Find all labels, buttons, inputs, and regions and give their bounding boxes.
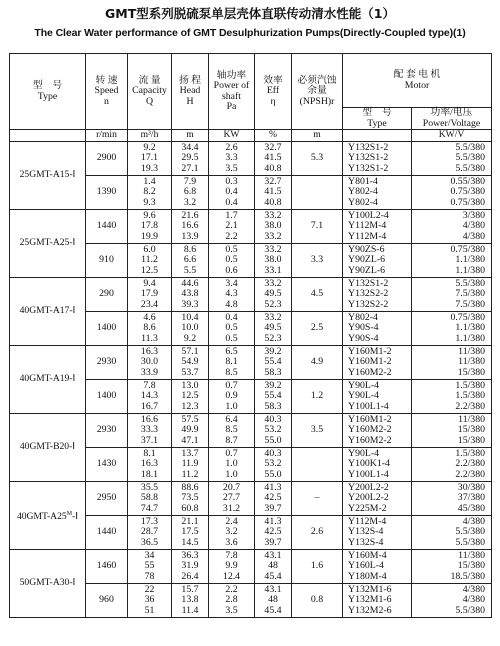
capacity-values: 7.8 14.3 16.7 [128,380,172,414]
head-values: 34.4 29.5 27.1 [172,142,209,176]
efficiency-values: 32.7 41.5 40.8 [255,142,292,176]
header-power-voltage: 功率/电压 Power/Voltage [412,108,492,130]
head-values: 44.6 43.8 39.3 [172,278,209,312]
npsh-value: 1.6 [292,550,343,584]
power-voltage-values: 1.5/380 1.5/380 2.2/380 [412,380,492,414]
title-chinese: GMT型系列脱硫泵单层壳体直联传动清水性能（1） [105,6,395,21]
motor-type-values: Y90L-4 Y90L-4 Y100L1-4 [343,380,412,414]
power-values: 2.4 3.2 3.6 [209,516,255,550]
efficiency-values: 33.2 38.0 33.1 [255,244,292,278]
npsh-value [292,448,343,482]
motor-type-values: Y160M-4 Y160L-4 Y180M-4 [343,550,412,584]
efficiency-values: 39.2 55.4 58.3 [255,380,292,414]
capacity-values: 9.6 17.8 19.9 [128,210,172,244]
header-capacity: 流 量 Capacity Q [128,54,172,130]
unit-efficiency: % [255,130,292,142]
motor-type-values: Y90ZS-6 Y90ZL-6 Y90ZL-6 [343,244,412,278]
speed-value: 1400 [86,312,128,346]
table-row [10,278,492,312]
unit-head: m [172,130,209,142]
npsh-value: – [292,482,343,516]
unit-npsh: m [292,130,343,142]
motor-type-values: Y100L2-4 Y112M-4 Y112M-4 [343,210,412,244]
efficiency-values: 41.3 42.5 39.7 [255,516,292,550]
unit-power-voltage: KW/V [412,130,492,142]
speed-value: 2930 [86,414,128,448]
motor-type-values: Y802-4 Y90S-4 Y90S-4 [343,312,412,346]
npsh-value: 3.5 [292,414,343,448]
power-voltage-values: 0.55/380 0.75/380 0.75/380 [412,176,492,210]
speed-value: 1430 [86,448,128,482]
efficiency-values: 33.2 38.0 33.2 [255,210,292,244]
head-values: 13.7 11.9 11.2 [172,448,209,482]
npsh-value: 3.3 [292,244,343,278]
power-voltage-values: 3/380 4/380 4/380 [412,210,492,244]
pump-model [10,346,86,414]
capacity-values: 8.1 16.3 18.1 [128,448,172,482]
table-row [10,210,492,244]
efficiency-values: 40.3 53.2 55.0 [255,448,292,482]
speed-value: 1400 [86,380,128,414]
speed-value: 2930 [86,346,128,380]
efficiency-values: 43.1 48 45.4 [255,550,292,584]
capacity-values: 34 55 78 [128,550,172,584]
power-voltage-values: 0.75/380 1.1/380 1.1/380 [412,312,492,346]
power-voltage-values: 4/380 4/380 5.5/380 [412,584,492,618]
power-voltage-values: 11/380 15/380 18.5/380 [412,550,492,584]
motor-type-values: Y160M1-2 Y160M2-2 Y160M2-2 [343,414,412,448]
capacity-values: 9.2 17.1 19.3 [128,142,172,176]
motor-type-values: Y801-4 Y802-4 Y802-4 [343,176,412,210]
pump-model-label: 25GMT-A25-Ⅰ [19,237,76,249]
power-values: 2.6 3.3 3.5 [209,142,255,176]
power-values: 3.4 4.3 4.8 [209,278,255,312]
head-values: 36.3 31.9 26.4 [172,550,209,584]
pump-model-label: 25GMT-A15-Ⅰ [19,169,76,181]
motor-type-values: Y200L2-2 Y200L2-2 Y225M-2 [343,482,412,516]
power-values: 7.8 9.9 12.4 [209,550,255,584]
speed-value: 290 [86,278,128,312]
efficiency-values: 43.1 48 45.4 [255,584,292,618]
power-voltage-values: 4/380 5.5/380 5.5/380 [412,516,492,550]
pump-model [10,414,86,482]
power-voltage-values: 1.5/380 2.2/380 2.2/380 [412,448,492,482]
motor-type-values: Y132S1-2 Y132S2-2 Y132S2-2 [343,278,412,312]
power-values: 2.2 2.8 3.5 [209,584,255,618]
speed-value: 1440 [86,516,128,550]
header-power: 轴功率 Power of shaft Pa [209,54,255,130]
capacity-values: 17.3 28.7 36.5 [128,516,172,550]
npsh-value: 7.1 [292,210,343,244]
npsh-value: 2.5 [292,312,343,346]
pump-model-mark: M [66,510,73,517]
speed-value: 960 [86,584,128,618]
head-values: 15.7 13.8 11.4 [172,584,209,618]
efficiency-values: 33.2 49.5 52.3 [255,278,292,312]
speed-value: 910 [86,244,128,278]
header-motor-group: 配 套 电 机 Motor [343,54,492,108]
pump-model-label: 40GMT-A17-Ⅰ [19,305,76,317]
npsh-value: 1.2 [292,380,343,414]
table-row [10,550,492,584]
efficiency-values: 33.2 49.5 52.3 [255,312,292,346]
capacity-values: 35.5 58.8 74.7 [128,482,172,516]
motor-type-values: Y132M1-6 Y132M1-6 Y132M2-6 [343,584,412,618]
capacity-values: 16.6 33.3 37.1 [128,414,172,448]
title-english: The Clear Water performance of GMT Desulphurization Pumps(Directly-Coupled type)(1) [34,27,466,39]
table-row [10,142,492,176]
pump-model [10,278,86,346]
power-values: 20.7 27.7 31.2 [209,482,255,516]
pump-model-label: 40GMT-A19-Ⅰ [19,373,76,385]
power-values: 0.7 0.9 1.0 [209,380,255,414]
power-values: 6.4 8.5 8.7 [209,414,255,448]
header-motor-type: 型 号 Type [343,108,412,130]
motor-type-values: Y112M-4 Y132S-4 Y132S-4 [343,516,412,550]
efficiency-values: 32.7 41.5 40.8 [255,176,292,210]
power-values: 6.5 8.1 8.5 [209,346,255,380]
power-voltage-values: 30/380 37/380 45/380 [412,482,492,516]
speed-value: 2900 [86,142,128,176]
capacity-values: 16.3 30.0 33.9 [128,346,172,380]
head-values: 57.5 49.9 47.1 [172,414,209,448]
pump-model-label: 40GMT-A25 [16,510,67,522]
header-type: 型 号 Type [10,54,86,130]
power-values: 0.4 0.5 0.5 [209,312,255,346]
npsh-value: 0.8 [292,584,343,618]
capacity-values: 4.6 8.6 11.3 [128,312,172,346]
head-values: 7.9 6.8 3.2 [172,176,209,210]
npsh-value: 4.9 [292,346,343,380]
head-values: 88.6 73.5 60.8 [172,482,209,516]
speed-value: 2950 [86,482,128,516]
power-values: 1.7 2.1 2.2 [209,210,255,244]
pump-model [10,482,86,550]
unit-capacity: m³/h [128,130,172,142]
performance-table [9,53,492,618]
power-values: 0.7 1.0 1.0 [209,448,255,482]
power-voltage-values: 0.75/380 1.1/380 1.1/380 [412,244,492,278]
head-values: 57.1 54.9 53.7 [172,346,209,380]
power-voltage-values: 11/380 11/380 15/380 [412,346,492,380]
power-voltage-values: 11/380 15/380 15/380 [412,414,492,448]
npsh-value: 2.6 [292,516,343,550]
table-body [10,142,492,618]
capacity-values: 22 36 51 [128,584,172,618]
head-values: 8.6 6.6 5.5 [172,244,209,278]
efficiency-values: 39.2 55.4 58.3 [255,346,292,380]
motor-type-values: Y90L-4 Y100K1-4 Y100L1-4 [343,448,412,482]
pump-model [10,550,86,618]
npsh-value: 5.3 [292,142,343,176]
speed-value: 1440 [86,210,128,244]
header-head: 扬 程 Head H [172,54,209,130]
header-speed: 转 速 Speed n [86,54,128,130]
unit-type [10,130,86,142]
pump-model-label: 40GMT-B20-Ⅰ [19,441,76,453]
pump-model [10,210,86,278]
unit-speed: r/min [86,130,128,142]
npsh-value: 4.5 [292,278,343,312]
efficiency-values: 40.3 53.2 55.0 [255,414,292,448]
speed-value: 1460 [86,550,128,584]
head-values: 13.0 12.5 12.3 [172,380,209,414]
header-efficiency: 效率 Eff η [255,54,292,130]
efficiency-values: 41.3 42.5 39.7 [255,482,292,516]
power-values: 0.3 0.4 0.4 [209,176,255,210]
table-row [10,482,492,516]
motor-type-values: Y132S1-2 Y132S1-2 Y132S1-2 [343,142,412,176]
capacity-values: 1.4 8.2 9.3 [128,176,172,210]
header-npsh: 必须汽蚀 余量 (NPSH)r [292,54,343,130]
unit-motor-type [343,130,412,142]
head-values: 21.6 16.6 13.9 [172,210,209,244]
speed-value: 1390 [86,176,128,210]
motor-type-values: Y160M1-2 Y160M1-2 Y160M2-2 [343,346,412,380]
power-voltage-values: 5.5/380 5.5/380 5.5/380 [412,142,492,176]
unit-power: KW [209,130,255,142]
table-row [10,414,492,448]
head-values: 21.1 17.5 14.5 [172,516,209,550]
npsh-value [292,176,343,210]
capacity-values: 6.0 11.2 12.5 [128,244,172,278]
power-voltage-values: 5.5/380 7.5/380 7.5/380 [412,278,492,312]
pump-model-label: 50GMT-A30-Ⅰ [19,577,76,589]
units-row [10,130,492,142]
power-values: 0.5 0.5 0.6 [209,244,255,278]
pump-model-suffix: -Ⅰ [72,510,79,522]
pump-model [10,142,86,210]
capacity-values: 9.4 17.9 23.4 [128,278,172,312]
table-row [10,346,492,380]
head-values: 10.4 10.0 9.2 [172,312,209,346]
